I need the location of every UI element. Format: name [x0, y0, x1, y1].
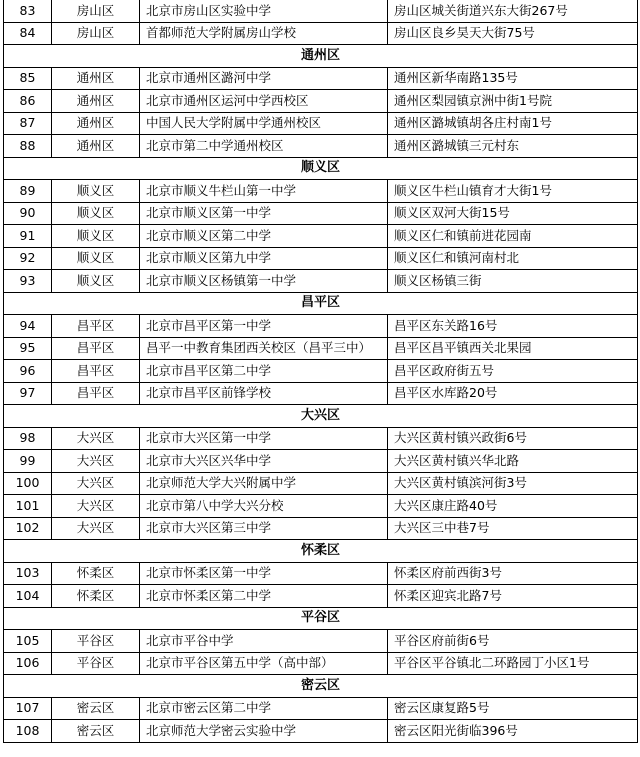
school-name-cell: 首都师范大学附属房山学校	[140, 22, 388, 45]
table-row	[4, 67, 638, 90]
table-row	[4, 382, 638, 405]
address-cell: 昌平区东关路16号	[388, 315, 638, 338]
section-title: 平谷区	[4, 607, 638, 630]
district-cell: 平谷区	[52, 652, 140, 675]
address-cell: 顺义区仁和镇前进花园南	[388, 225, 638, 248]
district-section-header	[4, 292, 638, 315]
address-cell: 顺义区杨镇三街	[388, 270, 638, 293]
school-name-cell: 北京市顺义区第一中学	[140, 202, 388, 225]
row-number: 88	[4, 135, 52, 158]
row-number: 108	[4, 720, 52, 743]
row-number: 85	[4, 67, 52, 90]
district-cell: 昌平区	[52, 337, 140, 360]
district-cell: 昌平区	[52, 360, 140, 383]
table-row	[4, 315, 638, 338]
row-number: 93	[4, 270, 52, 293]
address-cell: 昌平区水库路20号	[388, 382, 638, 405]
school-name-cell: 北京市顺义区第九中学	[140, 247, 388, 270]
district-cell: 顺义区	[52, 202, 140, 225]
district-cell: 大兴区	[52, 427, 140, 450]
district-cell: 昌平区	[52, 382, 140, 405]
row-number: 91	[4, 225, 52, 248]
row-number: 101	[4, 495, 52, 518]
district-section-header	[4, 405, 638, 428]
address-cell: 大兴区黄村镇兴政街6号	[388, 427, 638, 450]
school-name-cell: 北京师范大学密云实验中学	[140, 720, 388, 743]
section-title: 通州区	[4, 45, 638, 68]
row-number: 92	[4, 247, 52, 270]
district-cell: 顺义区	[52, 247, 140, 270]
row-number: 89	[4, 180, 52, 203]
row-number: 100	[4, 472, 52, 495]
section-title: 密云区	[4, 675, 638, 698]
school-name-cell: 北京市通州区运河中学西校区	[140, 90, 388, 113]
table-row	[4, 585, 638, 608]
district-cell: 怀柔区	[52, 562, 140, 585]
row-number: 103	[4, 562, 52, 585]
district-cell: 大兴区	[52, 450, 140, 473]
row-number: 106	[4, 652, 52, 675]
table-row	[4, 427, 638, 450]
school-name-cell: 北京市平谷区第五中学（高中部）	[140, 652, 388, 675]
district-cell: 顺义区	[52, 270, 140, 293]
table-row	[4, 247, 638, 270]
row-number: 94	[4, 315, 52, 338]
address-cell: 通州区潞城镇胡各庄村南1号	[388, 112, 638, 135]
address-cell: 大兴区康庄路40号	[388, 495, 638, 518]
district-cell: 房山区	[52, 22, 140, 45]
district-cell: 通州区	[52, 135, 140, 158]
address-cell: 大兴区黄村镇滨河街3号	[388, 472, 638, 495]
row-number: 98	[4, 427, 52, 450]
section-title: 怀柔区	[4, 540, 638, 563]
school-name-cell: 北京市昌平区第二中学	[140, 360, 388, 383]
table-row	[4, 517, 638, 540]
table-row	[4, 112, 638, 135]
table-row	[4, 697, 638, 720]
district-cell: 顺义区	[52, 180, 140, 203]
school-table-body	[4, 0, 638, 742]
table-row	[4, 495, 638, 518]
district-section-header	[4, 607, 638, 630]
school-name-cell: 中国人民大学附属中学通州校区	[140, 112, 388, 135]
district-cell: 昌平区	[52, 315, 140, 338]
row-number: 86	[4, 90, 52, 113]
address-cell: 密云区阳光街临396号	[388, 720, 638, 743]
address-cell: 通州区梨园镇京洲中街1号院	[388, 90, 638, 113]
table-row	[4, 180, 638, 203]
school-name-cell: 北京市通州区潞河中学	[140, 67, 388, 90]
table-row	[4, 562, 638, 585]
district-cell: 顺义区	[52, 225, 140, 248]
section-title: 顺义区	[4, 157, 638, 180]
row-number: 96	[4, 360, 52, 383]
district-section-header	[4, 45, 638, 68]
row-number: 105	[4, 630, 52, 653]
school-name-cell: 北京师范大学大兴附属中学	[140, 472, 388, 495]
address-cell: 通州区新华南路135号	[388, 67, 638, 90]
school-table	[3, 0, 638, 743]
row-number: 90	[4, 202, 52, 225]
address-cell: 顺义区双河大街15号	[388, 202, 638, 225]
table-row	[4, 135, 638, 158]
table-row	[4, 472, 638, 495]
address-cell: 通州区潞城镇三元村东	[388, 135, 638, 158]
table-row	[4, 22, 638, 45]
district-cell: 平谷区	[52, 630, 140, 653]
district-section-header	[4, 675, 638, 698]
district-section-header	[4, 157, 638, 180]
school-name-cell: 北京市第二中学通州校区	[140, 135, 388, 158]
section-title: 昌平区	[4, 292, 638, 315]
address-cell: 顺义区仁和镇河南村北	[388, 247, 638, 270]
address-cell: 怀柔区府前西街3号	[388, 562, 638, 585]
table-row	[4, 630, 638, 653]
district-cell: 大兴区	[52, 495, 140, 518]
address-cell: 昌平区政府街五号	[388, 360, 638, 383]
school-name-cell: 北京市顺义区杨镇第一中学	[140, 270, 388, 293]
address-cell: 顺义区牛栏山镇育才大街1号	[388, 180, 638, 203]
district-cell: 大兴区	[52, 472, 140, 495]
district-cell: 密云区	[52, 697, 140, 720]
table-row	[4, 0, 638, 22]
row-number: 97	[4, 382, 52, 405]
address-cell: 大兴区黄村镇兴华北路	[388, 450, 638, 473]
district-cell: 房山区	[52, 0, 140, 22]
table-row	[4, 202, 638, 225]
school-name-cell: 北京市顺义牛栏山第一中学	[140, 180, 388, 203]
table-row	[4, 720, 638, 743]
school-name-cell: 北京市怀柔区第一中学	[140, 562, 388, 585]
address-cell: 大兴区三中巷7号	[388, 517, 638, 540]
table-row	[4, 652, 638, 675]
address-cell: 怀柔区迎宾北路7号	[388, 585, 638, 608]
school-name-cell: 北京市第八中学大兴分校	[140, 495, 388, 518]
table-row	[4, 225, 638, 248]
school-name-cell: 北京市大兴区第一中学	[140, 427, 388, 450]
district-cell: 通州区	[52, 90, 140, 113]
section-title: 大兴区	[4, 405, 638, 428]
table-row	[4, 337, 638, 360]
row-number: 84	[4, 22, 52, 45]
row-number: 99	[4, 450, 52, 473]
address-cell: 密云区康复路5号	[388, 697, 638, 720]
row-number: 83	[4, 0, 52, 22]
row-number: 107	[4, 697, 52, 720]
row-number: 104	[4, 585, 52, 608]
school-name-cell: 昌平一中教育集团西关校区（昌平三中）	[140, 337, 388, 360]
table-row	[4, 270, 638, 293]
address-cell: 平谷区平谷镇北二环路园丁小区1号	[388, 652, 638, 675]
school-name-cell: 北京市房山区实验中学	[140, 0, 388, 22]
school-name-cell: 北京市大兴区第三中学	[140, 517, 388, 540]
district-cell: 通州区	[52, 67, 140, 90]
school-name-cell: 北京市昌平区第一中学	[140, 315, 388, 338]
school-name-cell: 北京市顺义区第二中学	[140, 225, 388, 248]
row-number: 95	[4, 337, 52, 360]
table-row	[4, 450, 638, 473]
address-cell: 平谷区府前街6号	[388, 630, 638, 653]
district-cell: 通州区	[52, 112, 140, 135]
school-name-cell: 北京市大兴区兴华中学	[140, 450, 388, 473]
district-cell: 怀柔区	[52, 585, 140, 608]
address-cell: 房山区城关街道兴东大街267号	[388, 0, 638, 22]
row-number: 87	[4, 112, 52, 135]
school-name-cell: 北京市怀柔区第二中学	[140, 585, 388, 608]
address-cell: 房山区良乡昊天大街75号	[388, 22, 638, 45]
district-cell: 密云区	[52, 720, 140, 743]
district-section-header	[4, 540, 638, 563]
school-name-cell: 北京市平谷中学	[140, 630, 388, 653]
district-cell: 大兴区	[52, 517, 140, 540]
school-name-cell: 北京市昌平区前锋学校	[140, 382, 388, 405]
school-name-cell: 北京市密云区第二中学	[140, 697, 388, 720]
table-row	[4, 360, 638, 383]
address-cell: 昌平区昌平镇西关北果园	[388, 337, 638, 360]
table-row	[4, 90, 638, 113]
row-number: 102	[4, 517, 52, 540]
